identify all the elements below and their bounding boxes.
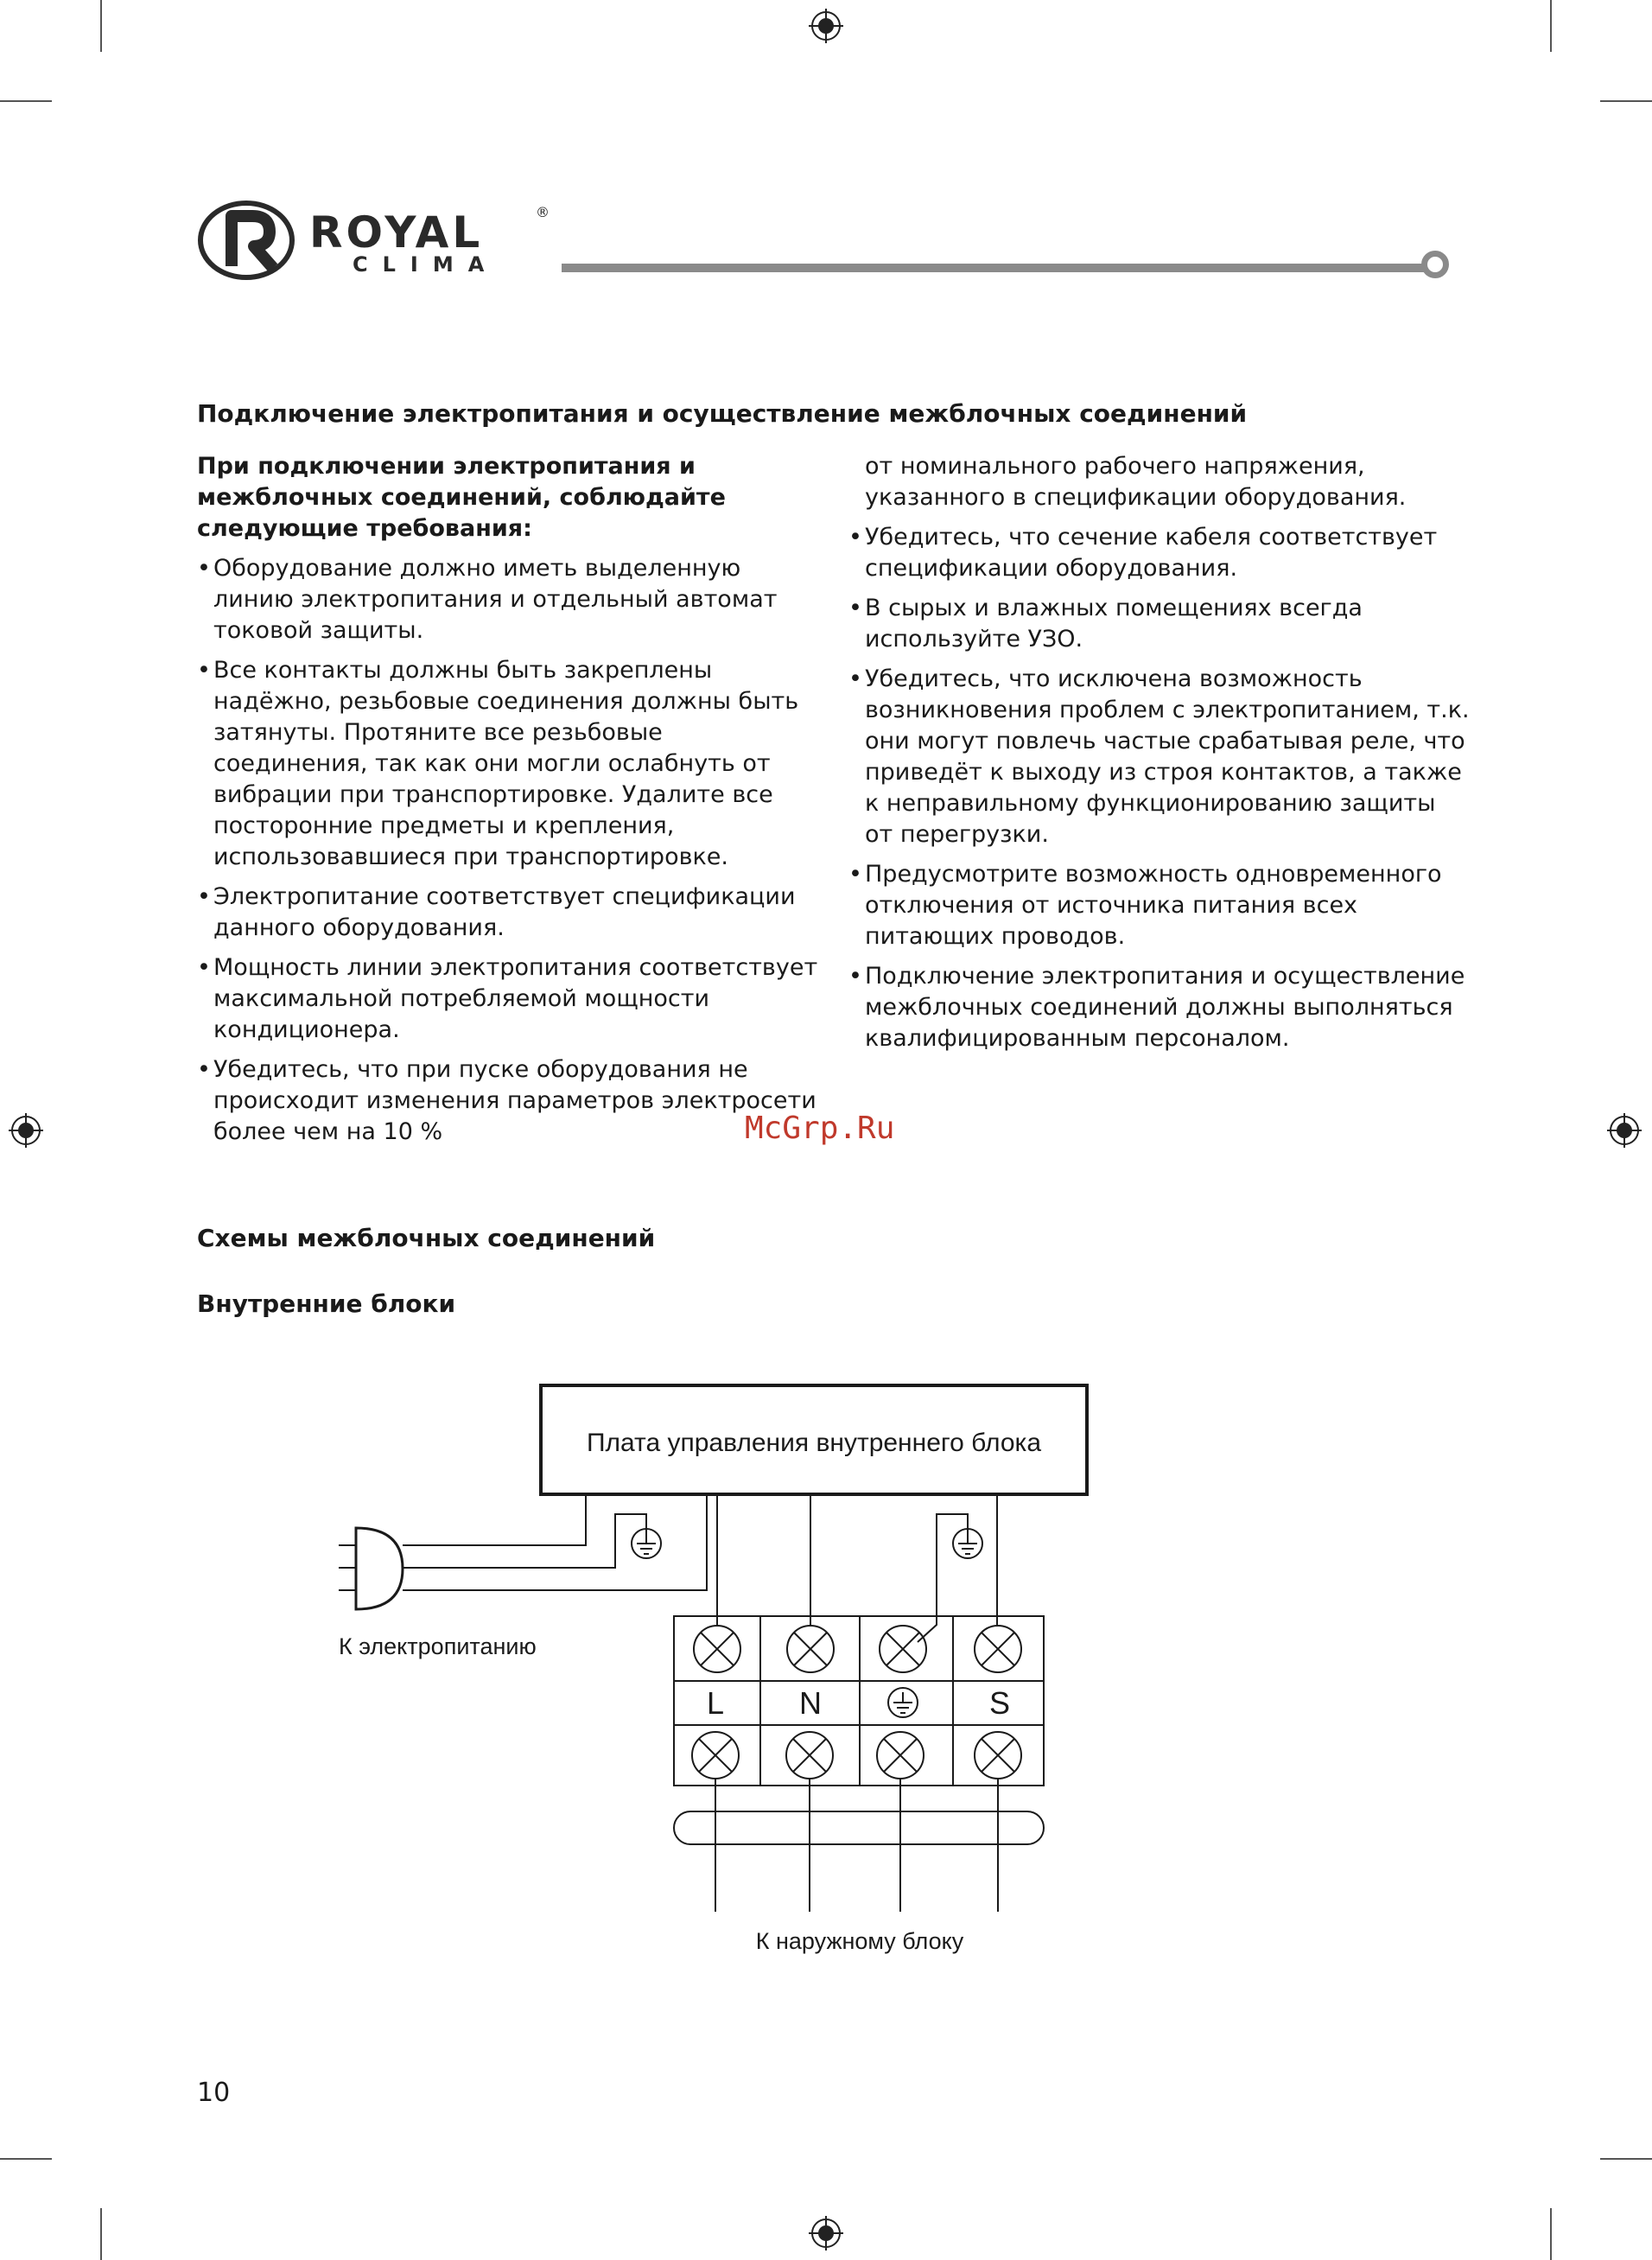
terminal-screw-icon: [694, 1626, 740, 1672]
registered-mark: ®: [536, 204, 550, 220]
section-title: Подключение электропитания и осуществление межблочных соединений: [197, 399, 1248, 428]
terminal-screw-icon: [692, 1732, 739, 1779]
terminal-label-s: S: [988, 1685, 1011, 1721]
continued-text: от номинального рабочего напряжения, указанного в спецификации оборудования.: [865, 453, 1407, 511]
list-item: • Предусмотрите возможность одновременного отключения от источника питания всех питающих проводов.: [848, 859, 1471, 952]
list-item: • Убедитесь, что сечение кабеля соответствует спецификации оборудования.: [848, 522, 1471, 584]
page-number: 10: [197, 2078, 231, 2108]
terminal-screw-icon: [975, 1732, 1021, 1779]
terminal-screw-icon: [877, 1732, 924, 1779]
power-label: К электропитанию: [339, 1633, 537, 1659]
list-item: • Подключение электропитания и осуществление межблочных соединений должны выполняться квалифицированным персоналом.: [848, 961, 1471, 1054]
list-item: • Мощность линии электропитания соответствует максимальной потребляемой мощности кондиционера.: [197, 952, 819, 1046]
terminal-screw-icon: [786, 1732, 833, 1779]
brand-sub: CLIMA: [353, 252, 499, 277]
intro-text: При подключении электропитания и межблочных соединений, соблюдайте следующие требования:: [197, 453, 726, 542]
list-item: • Электропитание соответствует спецификации данного оборудования.: [197, 882, 819, 944]
terminal-label-l: L: [706, 1685, 725, 1721]
list-item: • Оборудование должно иметь выделенную линию электропитания и отдельный автомат токовой защиты.: [197, 553, 819, 646]
brand-name: ROYAL: [309, 207, 484, 258]
list-item: • Убедитесь, что при пуске оборудования не происходит изменения параметров электросети более чем на 10 %: [197, 1054, 819, 1148]
list-item: • В сырых и влажных помещениях всегда используйте УЗО.: [848, 593, 1471, 655]
cable-clamp: [674, 1811, 1044, 1844]
terminal-screw-icon: [787, 1626, 834, 1672]
list-item: • Убедитесь, что исключена возможность возникновения проблем с электропитанием, т.к. они могут повлечь частые срабатывая реле, что приведёт к выходу из строя контактов, а также к неправильному функционированию защиты от перегрузки.: [848, 664, 1471, 850]
terminal-label-n: N: [799, 1685, 822, 1721]
outdoor-label: К наружному блоку: [755, 1928, 964, 1954]
indoor-title: Внутренние блоки: [197, 1289, 456, 1318]
terminal-screw-icon: [880, 1626, 926, 1672]
watermark: McGrp.Ru: [745, 1111, 895, 1146]
terminal-screw-icon: [975, 1626, 1021, 1672]
schemes-title: Схемы межблочных соединений: [197, 1224, 656, 1252]
list-item: • Все контакты должны быть закреплены надёжно, резьбовые соединения должны быть затянуты. Протяните все резьбовые соединения, так как они могли ослабнуть от вибрации при транспортировке. Удалите все посторонние предметы и крепления, использовавшиеся при транспортировке.: [197, 655, 819, 873]
ground-terminal-icon: [888, 1688, 918, 1717]
board-label: Плата управления внутреннего блока: [586, 1429, 1042, 1457]
power-plug-icon: [356, 1528, 403, 1609]
